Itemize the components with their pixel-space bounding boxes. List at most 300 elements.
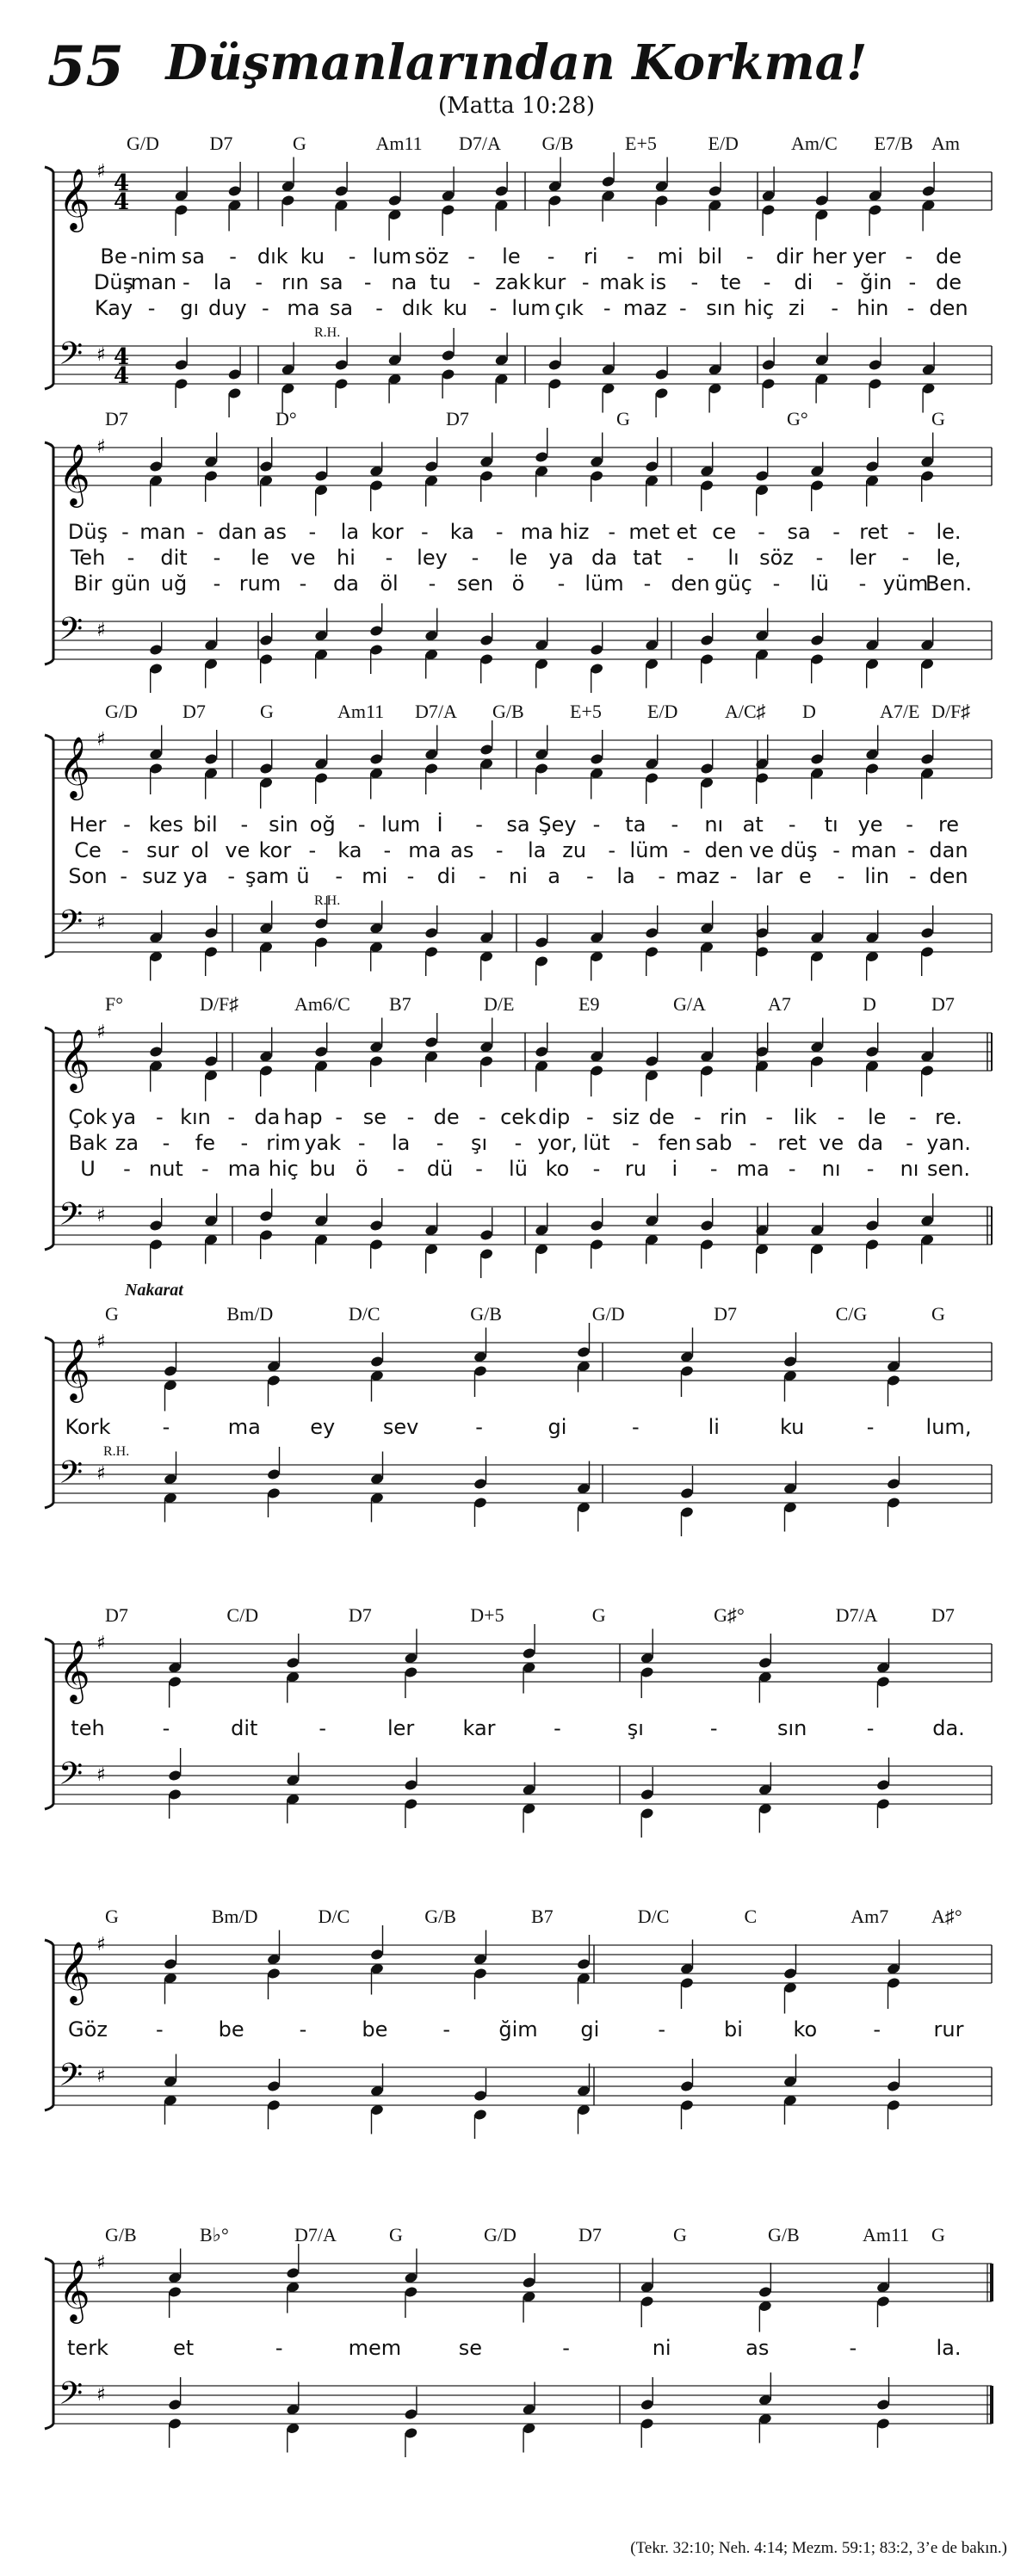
lyric-hyphen: -: [348, 244, 356, 269]
lyric-syllable: dit: [160, 546, 188, 570]
lyric-hyphen: -: [201, 1157, 209, 1181]
lyric-syllable: as: [450, 838, 474, 862]
lyric-syllable: den: [704, 838, 744, 862]
refrain-label: Nakarat: [125, 1281, 183, 1300]
lyric-syllable: ve: [225, 838, 251, 862]
lyric-syllable: bil: [697, 244, 723, 269]
lyric-syllable: sev: [382, 1415, 419, 1439]
chord-symbol: D: [802, 701, 816, 722]
hymn-number: 55: [47, 34, 125, 99]
lyric-syllable: lum: [511, 296, 551, 320]
lyric-hyphen: -: [227, 1105, 235, 1129]
lyric-hyphen: -: [585, 1105, 594, 1129]
lyric-line: [0, 571, 1033, 597]
staff-graphics: [0, 1601, 1033, 1830]
lyric-line: [0, 2017, 1033, 2043]
lyric-hyphen: -: [262, 296, 269, 320]
lyric-syllable: ka: [449, 520, 474, 544]
lyric-syllable: ler: [387, 1716, 415, 1740]
chord-symbol: D: [863, 993, 876, 1015]
lyric-hyphen: -: [758, 520, 765, 544]
lyric-syllable: zu: [562, 838, 587, 862]
lyric-syllable: is: [650, 270, 667, 294]
chord-symbol: D7: [446, 408, 469, 429]
lyric-syllable: ret: [859, 520, 888, 544]
key-signature-sharp-icon: ♯: [96, 1934, 106, 1955]
lyric-syllable: den: [929, 296, 968, 320]
chord-symbol: E+5: [570, 701, 602, 722]
lyric-hyphen: -: [866, 1716, 875, 1740]
lyric-hyphen: -: [632, 1131, 640, 1155]
chord-symbol: A♯°: [931, 1906, 962, 1927]
lyric-syllable: tu: [430, 270, 451, 294]
lyric-hyphen: -: [335, 1105, 343, 1129]
chord-symbol: D7/A: [835, 1604, 878, 1626]
lyric-hyphen: -: [907, 838, 915, 862]
chord-symbol: D7: [714, 1303, 738, 1325]
lyric-syllable: de: [433, 1105, 460, 1129]
lyric-syllable: de: [648, 1105, 675, 1129]
lyric-hyphen: -: [375, 296, 383, 320]
lyric-syllable: dir: [776, 244, 804, 269]
lyric-syllable: ku: [300, 244, 325, 269]
lyric-line: [0, 1716, 1033, 1742]
lyric-syllable: ma: [287, 296, 320, 320]
lyric-hyphen: -: [147, 296, 156, 320]
lyric-syllable: nı: [704, 812, 724, 837]
lyric-syllable: kur: [532, 270, 566, 294]
lyric-hyphen: -: [908, 270, 917, 294]
lyric-syllable: di: [436, 864, 456, 888]
chord-symbol: D/C: [348, 1303, 380, 1325]
lyric-hyphen: -: [308, 838, 317, 862]
lyric-syllable: den: [671, 571, 710, 596]
lyric-hyphen: -: [866, 1157, 875, 1181]
lyric-hyphen: -: [299, 571, 307, 596]
treble-clef-icon: 𝄞: [59, 1337, 90, 1400]
lyric-syllable: de: [936, 244, 962, 269]
chord-symbol: D+5: [470, 1604, 504, 1626]
lyric-syllable: le: [867, 1105, 887, 1129]
lyric-syllable: duy: [207, 296, 247, 320]
lyric-syllable: lik: [793, 1105, 817, 1129]
lyric-hyphen: -: [901, 546, 910, 570]
lyric-syllable: -man: [123, 270, 177, 294]
lyric-line: [0, 812, 1033, 838]
lyric-syllable: ma: [227, 1157, 261, 1181]
lyric-hyphen: -: [182, 270, 190, 294]
lyric-syllable: sın: [706, 296, 736, 320]
lyric-syllable: hap: [283, 1105, 323, 1129]
time-signature-top: 4: [114, 170, 130, 196]
lyric-hyphen: -: [788, 1157, 796, 1181]
lyric-syllable: ka: [337, 838, 362, 862]
chord-symbol: G: [931, 1303, 945, 1325]
bass-clef-icon: 𝄢: [59, 904, 84, 948]
lyric-syllable: le: [502, 244, 521, 269]
lyric-hyphen: -: [603, 296, 611, 320]
lyric-syllable: öl: [380, 571, 399, 596]
lyric-syllable: da: [591, 546, 617, 570]
lyric-hyphen: -: [473, 270, 481, 294]
lyric-line: [0, 546, 1033, 571]
lyric-syllable: U: [80, 1157, 96, 1181]
lyric-hyphen: -: [632, 1415, 640, 1439]
lyric-hyphen: -: [627, 244, 634, 269]
lyric-line: [0, 296, 1033, 322]
chord-symbol: G: [105, 1303, 119, 1325]
chord-symbol: D7/A: [294, 2224, 337, 2246]
lyric-hyphen: -: [749, 1131, 758, 1155]
lyric-hyphen: -: [729, 864, 738, 888]
hymn-title: Düşmanlarından Korkma!: [165, 34, 868, 91]
key-signature-sharp-icon: ♯: [96, 436, 106, 458]
chord-symbol: D/E: [484, 993, 515, 1015]
key-signature-sharp-icon: ♯: [96, 1764, 106, 1786]
lyric-syllable: Son: [68, 864, 108, 888]
chord-symbol: E/D: [647, 701, 678, 722]
lyric-syllable: zak: [495, 270, 531, 294]
right-hand-marker: R.H.: [314, 893, 341, 908]
lyric-syllable: re.: [935, 1105, 962, 1129]
lyric-syllable: Kay: [94, 296, 133, 320]
lyric-syllable: lü: [810, 571, 829, 596]
lyric-hyphen: -: [436, 1131, 444, 1155]
lyric-syllable: rın: [281, 270, 309, 294]
chord-symbol: Am/C: [791, 133, 838, 154]
lyric-syllable: ni: [509, 864, 528, 888]
lyric-syllable: maz: [675, 864, 720, 888]
lyric-syllable: et: [173, 2336, 195, 2360]
lyric-line: [0, 520, 1033, 546]
lyric-syllable: tı: [824, 812, 838, 837]
lyric-syllable: ö: [355, 1157, 368, 1181]
lyric-syllable: gün: [111, 571, 151, 596]
lyric-syllable: bil: [193, 812, 218, 837]
lyric-syllable: se: [458, 2336, 483, 2360]
lyric-syllable: at: [742, 812, 764, 837]
lyric-syllable: lum: [372, 244, 411, 269]
lyric-syllable: ko: [793, 2017, 818, 2042]
lyric-hyphen: -: [363, 270, 372, 294]
lyric-syllable: Çok: [68, 1105, 108, 1129]
lyric-syllable: mi: [657, 244, 684, 269]
lyric-hyphen: -: [420, 520, 429, 544]
lyric-hyphen: -: [357, 1131, 366, 1155]
lyric-syllable: güç: [714, 571, 752, 596]
lyric-hyphen: -: [745, 244, 754, 269]
chord-symbol: E9: [578, 993, 600, 1015]
lyric-hyphen: -: [592, 1157, 601, 1181]
chord-symbol: G♯°: [714, 1604, 745, 1626]
chord-symbol: B7: [389, 993, 411, 1015]
lyric-syllable: rin: [720, 1105, 747, 1129]
chord-symbol: G: [260, 701, 274, 722]
time-signature-bottom: 4: [114, 189, 130, 215]
lyric-hyphen: -: [335, 864, 343, 888]
lyric-hyphen: -: [679, 296, 687, 320]
lyric-syllable: di: [794, 270, 813, 294]
lyric-syllable: gi: [580, 2017, 600, 2042]
lyric-syllable: teh: [71, 1716, 105, 1740]
lyric-hyphen: -: [196, 520, 204, 544]
lyric-syllable: söz: [414, 244, 449, 269]
lyric-syllable: hi: [337, 546, 356, 570]
lyric-syllable: le,: [936, 546, 962, 570]
lyric-hyphen: -: [905, 244, 913, 269]
lyric-syllable: lin: [864, 864, 889, 888]
lyric-hyphen: -: [255, 270, 263, 294]
lyric-hyphen: -: [467, 244, 476, 269]
lyric-hyphen: -: [658, 2017, 665, 2042]
lyric-syllable: suz: [142, 864, 177, 888]
lyric-syllable: ley: [417, 546, 448, 570]
key-signature-sharp-icon: ♯: [96, 729, 106, 751]
lyric-syllable: le.: [936, 520, 962, 544]
lyric-syllable: gı: [180, 296, 200, 320]
lyric-hyphen: -: [608, 520, 616, 544]
lyric-syllable: rur: [933, 2017, 964, 2042]
chord-symbol: G/B: [492, 701, 524, 722]
lyric-syllable: mi: [362, 864, 388, 888]
lyric-syllable: kor: [258, 838, 292, 862]
lyric-syllable: as: [263, 520, 287, 544]
lyric-hyphen: -: [709, 1157, 718, 1181]
lyric-hyphen: -: [832, 838, 840, 862]
lyric-syllable: ma: [520, 520, 554, 544]
lyric-syllable: çık: [554, 296, 584, 320]
lyric-syllable: et: [676, 520, 697, 544]
lyric-syllable: be: [362, 2017, 388, 2042]
bass-clef-icon: 𝄢: [59, 336, 84, 380]
lyric-syllable: maz: [622, 296, 667, 320]
lyric-syllable: kor: [371, 520, 404, 544]
lyric-hyphen: -: [671, 812, 679, 837]
lyric-hyphen: -: [837, 864, 845, 888]
lyric-syllable: la: [616, 864, 635, 888]
key-signature-sharp-icon: ♯: [96, 912, 106, 934]
bass-clef-icon: 𝄢: [59, 611, 84, 655]
lyric-syllable: Ben.: [925, 571, 973, 596]
lyric-hyphen: -: [213, 546, 221, 570]
lyric-syllable: ve: [819, 1131, 844, 1155]
chord-symbol: D°: [275, 408, 297, 429]
lyric-hyphen: -: [489, 296, 498, 320]
lyric-syllable: ö: [511, 571, 525, 596]
lyric-syllable: lum: [380, 812, 421, 837]
lyric-syllable: fen: [658, 1131, 692, 1155]
lyric-syllable: tat: [633, 546, 662, 570]
lyric-hyphen: -: [831, 296, 839, 320]
lyric-hyphen: -: [686, 546, 695, 570]
chord-symbol: A7/E: [880, 701, 920, 722]
lyric-syllable: kın: [180, 1105, 211, 1129]
lyric-syllable: terk: [67, 2336, 108, 2360]
lyric-syllable: sur: [146, 838, 179, 862]
time-signature-top: 4: [114, 344, 130, 370]
chord-symbol: G: [389, 2224, 403, 2246]
lyric-syllable: sa: [319, 270, 343, 294]
chord-symbol: Am11: [375, 133, 423, 154]
lyric-syllable: li: [708, 1415, 720, 1439]
lyric-syllable: da: [333, 571, 359, 596]
lyric-hyphen: -: [592, 812, 601, 837]
lyric-hyphen: -: [683, 838, 690, 862]
key-signature-sharp-icon: ♯: [96, 1022, 106, 1043]
lyric-syllable: re: [937, 812, 960, 837]
lyric-syllable: siz: [612, 1105, 640, 1129]
lyric-syllable: i: [671, 1157, 678, 1181]
lyric-syllable: ta: [625, 812, 646, 837]
lyric-hyphen: -: [478, 1105, 486, 1129]
lyric-syllable: sab: [696, 1131, 733, 1155]
lyric-syllable: bi: [724, 2017, 743, 2042]
chord-symbol: B7: [531, 1906, 554, 1927]
chord-symbol: D7/A: [415, 701, 457, 722]
chord-symbol: D/F♯: [200, 993, 239, 1015]
lyric-syllable: Bak: [68, 1131, 108, 1155]
lyric-syllable: dan: [218, 520, 257, 544]
lyric-syllable: le: [509, 546, 528, 570]
lyric-syllable: a: [547, 864, 561, 888]
chord-symbol: G: [591, 1604, 606, 1626]
chord-symbol: D7: [931, 1604, 955, 1626]
chord-symbol: Bm/D: [211, 1906, 258, 1927]
lyric-syllable: mem: [348, 2336, 402, 2360]
lyric-syllable: dü: [426, 1157, 454, 1181]
chord-symbol: G/D: [484, 2224, 516, 2246]
chord-symbol: Am11: [863, 2224, 910, 2246]
chord-symbol: Am: [931, 133, 960, 154]
lyric-syllable: Bir: [73, 571, 102, 596]
lyric-syllable: ma: [227, 1415, 261, 1439]
chord-symbol: G/B: [541, 133, 574, 154]
lyric-syllable: sa: [329, 296, 354, 320]
lyric-syllable: nı: [821, 1157, 841, 1181]
lyric-syllable: se: [362, 1105, 387, 1129]
chord-symbol: E7/B: [874, 133, 913, 154]
chord-symbol: D7: [105, 408, 128, 429]
time-signature-bottom: 4: [114, 363, 130, 389]
lyric-line: [0, 1415, 1033, 1441]
chord-symbol: G/B: [768, 2224, 800, 2246]
lyric-syllable: ğin: [860, 270, 893, 294]
lyric-hyphen: -: [442, 2017, 450, 2042]
key-signature-sharp-icon: ♯: [96, 1633, 106, 1654]
key-signature-sharp-icon: ♯: [96, 1205, 106, 1226]
lyric-syllable: sa: [787, 520, 811, 544]
lyric-syllable: yak: [304, 1131, 342, 1155]
lyric-hyphen: -: [240, 1131, 249, 1155]
lyric-syllable: yüm: [882, 571, 929, 596]
lyric-hyphen: -: [514, 1131, 523, 1155]
lyric-hyphen: -: [908, 864, 917, 888]
lyric-hyphen: -: [155, 2017, 164, 2042]
lyric-hyphen: -: [815, 546, 824, 570]
lyric-hyphen: -: [709, 1716, 718, 1740]
lyric-hyphen: -: [123, 812, 131, 837]
lyric-syllable: le: [251, 546, 269, 570]
chord-symbol: D7: [182, 701, 206, 722]
lyric-syllable: la: [340, 520, 360, 544]
lyric-syllable: fe: [195, 1131, 215, 1155]
lyric-hyphen: -: [495, 520, 504, 544]
lyric-syllable: rim: [266, 1131, 301, 1155]
lyric-syllable: yor,: [537, 1131, 578, 1155]
chord-symbol: C: [744, 1906, 758, 1927]
key-signature-sharp-icon: ♯: [96, 2252, 106, 2274]
chord-symbol: D7: [209, 133, 233, 154]
lyric-syllable: de: [936, 270, 962, 294]
chord-symbol: Am11: [337, 701, 385, 722]
lyric-hyphen: -: [763, 270, 771, 294]
lyric-hyphen: -: [229, 244, 237, 269]
lyric-hyphen: -: [832, 520, 840, 544]
chord-symbol: A7: [768, 993, 791, 1015]
lyric-syllable: den: [929, 864, 968, 888]
lyric-syllable: la: [213, 270, 232, 294]
lyric-hyphen: -: [162, 1415, 170, 1439]
lyric-syllable: na: [391, 270, 418, 294]
lyric-hyphen: -: [275, 2336, 283, 2360]
lyric-syllable: hiz: [559, 520, 590, 544]
chord-symbol: G: [105, 1906, 119, 1927]
lyric-syllable: da: [254, 1105, 281, 1129]
lyric-hyphen: -: [788, 812, 796, 837]
chord-symbol: D7: [105, 1604, 128, 1626]
chord-symbol: A/C♯: [725, 701, 766, 722]
lyric-syllable: be: [218, 2017, 244, 2042]
lyric-hyphen: -: [385, 546, 393, 570]
lyric-syllable: ğim: [498, 2017, 538, 2042]
key-signature-sharp-icon: ♯: [96, 161, 106, 182]
lyric-syllable: dip: [538, 1105, 571, 1129]
lyric-syllable: şı: [627, 1716, 644, 1740]
lyric-syllable: ve: [749, 838, 775, 862]
lyric-syllable: cek: [500, 1105, 536, 1129]
lyric-hyphen: -: [866, 1415, 875, 1439]
key-signature-sharp-icon: ♯: [96, 1331, 106, 1353]
chord-symbol: D/C: [318, 1906, 350, 1927]
lyric-syllable: ol: [190, 838, 210, 862]
lyric-syllable: lüt: [583, 1131, 610, 1155]
lyric-syllable: ru: [624, 1157, 646, 1181]
lyric-hyphen: -: [849, 2336, 857, 2360]
chord-symbol: D/F♯: [931, 701, 971, 722]
treble-clef-icon: 𝄞: [59, 1940, 90, 2003]
chord-symbol: F°: [105, 993, 124, 1015]
lyric-syllable: söz: [759, 546, 794, 570]
lyric-syllable: Be: [100, 244, 127, 269]
lyric-syllable: Teh: [70, 546, 106, 570]
lyric-syllable: ni: [652, 2336, 671, 2360]
lyric-syllable: lum,: [925, 1415, 972, 1439]
lyric-hyphen: -: [765, 1105, 773, 1129]
treble-clef-icon: 𝄞: [59, 442, 90, 505]
lyric-line: [0, 244, 1033, 270]
chord-symbol: B♭°: [200, 2224, 229, 2246]
lyric-syllable: la.: [936, 2336, 962, 2360]
lyric-syllable: hiç: [743, 296, 775, 320]
chord-symbol: D7: [931, 993, 955, 1015]
lyric-syllable: sen.: [926, 1157, 971, 1181]
lyric-hyphen: -: [858, 571, 867, 596]
chord-symbol: D7: [578, 2224, 602, 2246]
lyric-syllable: nut: [148, 1157, 183, 1181]
lyric-hyphen: -: [213, 571, 221, 596]
lyric-line: [0, 838, 1033, 864]
lyric-syllable: met: [628, 520, 670, 544]
